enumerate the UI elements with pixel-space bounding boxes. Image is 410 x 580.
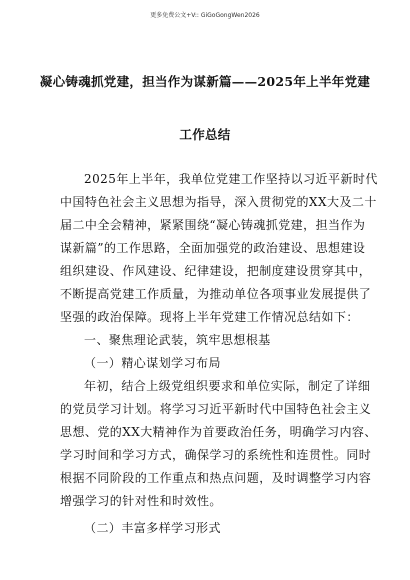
paragraph-line: 组织建设、作风建设、纪律建设，把制度建设贯穿其中， (60, 264, 372, 278)
paragraph-line: 根据不同阶段的工作重点和热点问题，及时调整学习内容 (60, 471, 372, 485)
paragraph-line: 坚强的政治保障。现将上半年党建工作情况总结如下： (60, 310, 359, 324)
paragraph-line: 的党员学习计划。将学习习近平新时代中国特色社会主义 (60, 402, 372, 416)
section-heading: 一、聚焦理论武装，筑牢思想根基 (84, 333, 271, 347)
paragraph-line: 谋新篇”的工作思路，全面加强党的政治建设、思想建设 (60, 241, 366, 255)
subsection-heading: （二）丰富多样学习形式 (84, 521, 221, 535)
paragraph-line: 中国特色社会主义思想为指导，深入贯彻党的XX大及二十 (60, 195, 377, 209)
paragraph-line: 不断提高党建工作质量，为推动单位各项事业发展提供了 (60, 287, 372, 301)
paragraph-line: 学习时间和学习方式，确保学习的系统性和连贯性。同时 (60, 448, 372, 462)
document-title-continued: 工作总结 (179, 127, 231, 142)
header-note: 更多免费公文+V:: GiGoGongWen2026 (150, 12, 260, 19)
paragraph-line: 增强学习的针对性和时效性。 (60, 494, 222, 508)
paragraph-line: 年初，结合上级党组织要求和单位实际，制定了详细 (84, 379, 371, 393)
document-title: 凝心铸魂抓党建，担当作为谋新篇——2025年上半年党建 (39, 74, 371, 89)
paragraph-line: 思想、党的XX大精神作为首要政治任务，明确学习内容、 (60, 425, 377, 439)
paragraph-line: 届二中全会精神，紧紧围绕“凝心铸魂抓党建，担当作为 (60, 218, 366, 232)
paragraph-line: 2025年上半年，我单位党建工作坚持以习近平新时代 (84, 172, 378, 186)
subsection-heading: （一）精心谋划学习布局 (84, 356, 221, 370)
